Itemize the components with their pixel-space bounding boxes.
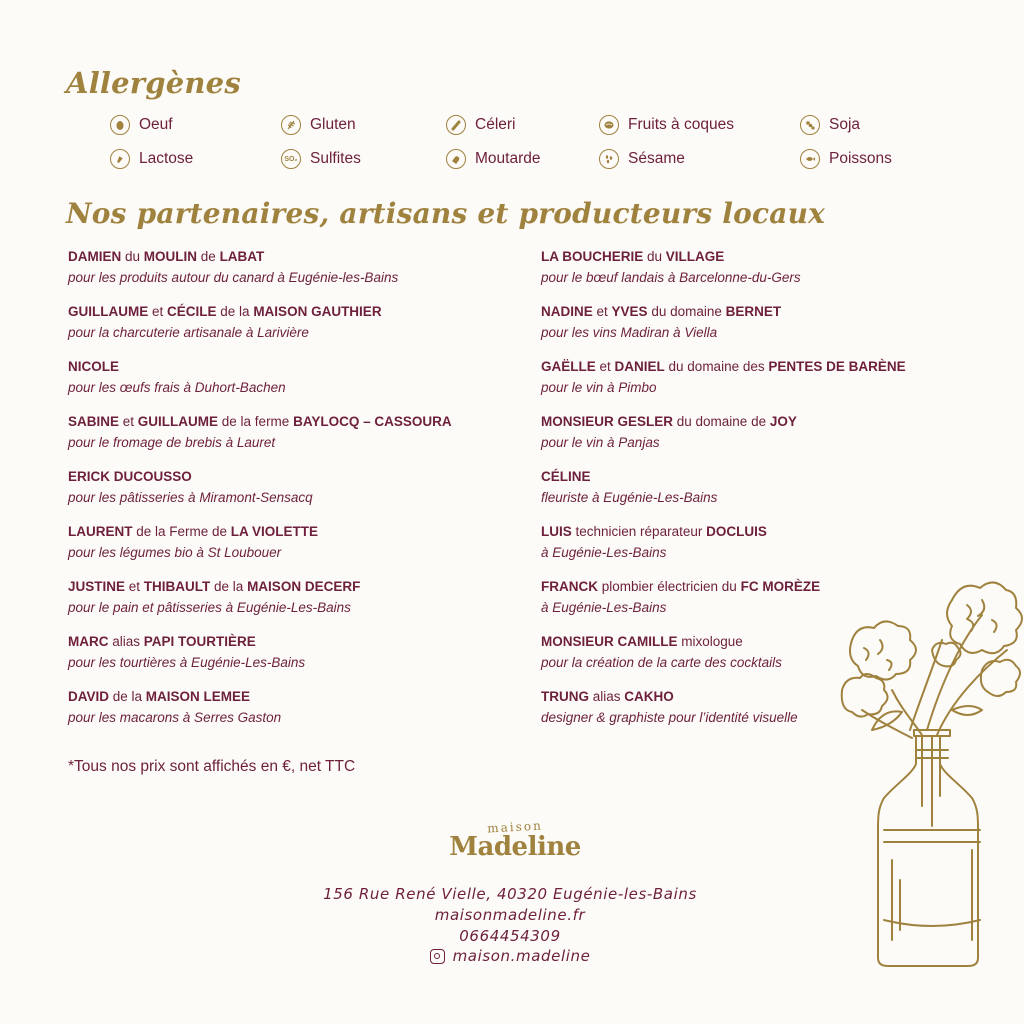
partner-name-bold: LABAT (219, 249, 265, 264)
maison-madeline-logo (440, 820, 590, 862)
partner-description: pour les tourtières à Eugénie-Les-Bains (68, 655, 306, 670)
partner-name-bold: SABINE (68, 414, 120, 429)
partner-name (68, 303, 508, 320)
allergen-label: Lactose (139, 150, 194, 167)
partner-name-bold: MONSIEUR GESLER (541, 414, 674, 429)
partner-name-bold: LA VIOLETTE (230, 524, 319, 539)
partner-name (541, 413, 981, 430)
sulfite-symbol: SO₂ (284, 155, 298, 163)
allergen-label: Gluten (310, 116, 356, 133)
partner-name-connector: plombier électricien du (598, 579, 741, 594)
logo-main-text: Madeline (449, 832, 581, 862)
partner-name-bold: PENTES DE BARÈNE (768, 359, 906, 374)
partner-name-bold: DAVID (68, 689, 110, 704)
partner-name-bold: CÉCILE (167, 304, 217, 319)
partner-name (541, 468, 981, 485)
partner-description: pour les produits autour du canard à Eugénie-les-Bains (68, 270, 399, 285)
allergen-label: Moutarde (475, 150, 541, 167)
partner-name-bold: MONSIEUR CAMILLE (541, 634, 678, 649)
partner-entry (68, 578, 508, 616)
soy-icon (800, 115, 820, 135)
partner-name-bold: JOY (769, 414, 797, 429)
milk-icon (110, 149, 130, 169)
allergen-item (800, 113, 860, 137)
partner-description: à Eugénie-Les-Bains (541, 600, 667, 615)
contact-website[interactable]: maisonmadeline.fr (434, 906, 586, 924)
allergen-item (446, 147, 540, 171)
partner-name-connector: du (121, 249, 144, 264)
partner-name-connector: de la (210, 579, 248, 594)
allergen-label: Oeuf (139, 116, 173, 133)
partner-entry (68, 358, 508, 396)
allergen-label: Céleri (475, 116, 516, 133)
partner-description: pour le fromage de brebis à Lauret (68, 435, 276, 450)
partner-name-bold: FC MORÈZE (740, 579, 821, 594)
partner-entry (68, 633, 508, 671)
instagram-icon (430, 949, 445, 964)
partner-name-bold: GUILLAUME (137, 414, 219, 429)
sulfite-icon (281, 149, 301, 169)
egg-icon (110, 115, 130, 135)
partner-name (68, 358, 508, 375)
partner-name-bold: CÉLINE (541, 469, 591, 484)
partner-name-bold: TRUNG (541, 689, 589, 704)
partner-name (541, 303, 981, 320)
partner-entry (541, 248, 981, 286)
partner-name-connector: du (643, 249, 666, 264)
partner-description: designer & graphiste pour l’identité visuelle (541, 710, 798, 725)
partner-name-connector: et (119, 414, 138, 429)
sesame-icon (599, 149, 619, 169)
partner-name (68, 523, 508, 540)
allergen-item (599, 147, 685, 171)
partner-name-connector: et (592, 304, 612, 319)
allergen-label: Sulfites (310, 150, 361, 167)
allergen-item (110, 113, 173, 137)
partner-name-connector: de la Ferme de (132, 524, 231, 539)
partner-name-connector: de la (109, 689, 146, 704)
partner-name (68, 633, 508, 650)
partner-description: pour les macarons à Serres Gaston (68, 710, 282, 725)
wheat-icon (281, 115, 301, 135)
logo-small-text: maison (486, 818, 544, 836)
partner-name-bold: BERNET (725, 304, 782, 319)
allergen-label: Poissons (829, 150, 892, 167)
celery-icon (446, 115, 466, 135)
partner-name-bold: VILLAGE (665, 249, 725, 264)
partners-title: Nos partenaires, artisans et producteurs locaux (66, 197, 826, 230)
allergens-title: Allergènes (66, 66, 241, 100)
partner-name-bold: DANIEL (614, 359, 665, 374)
partner-description: pour le pain et pâtisseries à Eugénie-Les-Bains (68, 600, 351, 615)
instagram-handle: maison.madeline (452, 947, 591, 965)
partner-description: à Eugénie-Les-Bains (541, 545, 667, 560)
allergen-item (800, 147, 892, 171)
partner-name-bold: NICOLE (68, 359, 120, 374)
contact-address: 156 Rue René Vielle, 40320 Eugénie-les-Bains (323, 885, 697, 903)
partner-name-connector: alias (589, 689, 625, 704)
partner-name-bold: GUILLAUME (68, 304, 149, 319)
partner-name-bold: ERICK DUCOUSSO (68, 469, 192, 484)
partner-name-connector: mixologue (677, 634, 743, 649)
partner-name-bold: MAISON DECERF (247, 579, 361, 594)
mustard-icon (446, 149, 466, 169)
flower-vase-illustration (832, 560, 1024, 970)
partner-entry (68, 303, 508, 341)
partner-entry (68, 413, 508, 451)
partner-description: pour le vin à Pimbo (541, 380, 657, 395)
partner-name-bold: DAMIEN (68, 249, 122, 264)
allergen-item (446, 113, 515, 137)
partner-description: pour le bœuf landais à Barcelonne-du-Gers (541, 270, 801, 285)
partner-description: fleuriste à Eugénie-Les-Bains (541, 490, 718, 505)
partner-name-connector: et (125, 579, 144, 594)
partner-name-connector: de la (216, 304, 254, 319)
allergen-label: Sésame (628, 150, 685, 167)
partner-entry (541, 358, 981, 396)
nut-icon (599, 115, 619, 135)
fish-icon (800, 149, 820, 169)
allergen-label: Fruits à coques (628, 116, 734, 133)
partner-entry (541, 468, 981, 506)
partner-description: pour les légumes bio à St Loubouer (68, 545, 282, 560)
partner-name-bold: LA BOUCHERIE (541, 249, 644, 264)
partner-description: pour les pâtisseries à Miramont-Sensacq (68, 490, 313, 505)
partner-description: pour la charcuterie artisanale à Larivière (68, 325, 309, 340)
partner-name-connector: et (148, 304, 168, 319)
partner-name-connector: du domaine des (664, 359, 769, 374)
partner-description: pour les œufs frais à Duhort-Bachen (68, 380, 286, 395)
partner-entry (541, 413, 981, 451)
price-note: *Tous nos prix sont affichés en €, net TTC (68, 758, 356, 775)
partner-entry (541, 523, 981, 561)
allergen-item (281, 147, 361, 171)
partner-name (68, 578, 508, 595)
partner-name (68, 468, 508, 485)
partner-description: pour les vins Madiran à Viella (541, 325, 718, 340)
partner-entry (68, 468, 508, 506)
partner-description: pour le vin à Panjas (541, 435, 660, 450)
partner-name-bold: JUSTINE (68, 579, 126, 594)
partner-name-bold: MARC (68, 634, 109, 649)
partner-description: pour la création de la carte des cocktails (541, 655, 782, 670)
partner-name (68, 413, 508, 430)
partner-name-bold: THIBAULT (143, 579, 211, 594)
partner-name-bold: GAËLLE (541, 359, 596, 374)
partner-name (68, 248, 508, 265)
partner-entry (68, 523, 508, 561)
partner-name (541, 358, 981, 375)
allergen-item (281, 113, 356, 137)
allergen-label: Soja (829, 116, 861, 133)
partner-name-connector: du domaine de (673, 414, 770, 429)
partner-name-bold: DOCLUIS (706, 524, 767, 539)
contact-instagram[interactable] (300, 947, 720, 965)
allergen-item (599, 113, 734, 137)
partner-name-bold: MAISON LEMEE (145, 689, 251, 704)
partner-name-bold: NADINE (541, 304, 593, 319)
partner-name-connector: technicien réparateur (571, 524, 707, 539)
partner-name (68, 688, 508, 705)
partner-name (541, 523, 981, 540)
allergen-item (110, 147, 193, 171)
partner-name-bold: CAKHO (624, 689, 674, 704)
partner-name-connector: du domaine (647, 304, 726, 319)
partner-name-bold: PAPI TOURTIÈRE (143, 634, 256, 649)
partner-name-connector: de la ferme (218, 414, 294, 429)
partner-name-bold: BAYLOCQ – CASSOURA (293, 414, 452, 429)
partner-entry (68, 248, 508, 286)
contact-phone[interactable]: 0664454309 (459, 927, 561, 945)
partner-name-bold: LUIS (541, 524, 572, 539)
partner-name-bold: YVES (611, 304, 648, 319)
partner-name (541, 248, 981, 265)
partner-entry (68, 688, 508, 726)
partner-name-bold: LAURENT (68, 524, 133, 539)
partner-name-connector: et (595, 359, 615, 374)
partner-name-bold: MAISON GAUTHIER (253, 304, 382, 319)
partner-name-connector: alias (108, 634, 144, 649)
partner-name-bold: FRANCK (541, 579, 598, 594)
partner-name-bold: MOULIN (143, 249, 198, 264)
partner-name-connector: de (197, 249, 220, 264)
partner-entry (541, 303, 981, 341)
